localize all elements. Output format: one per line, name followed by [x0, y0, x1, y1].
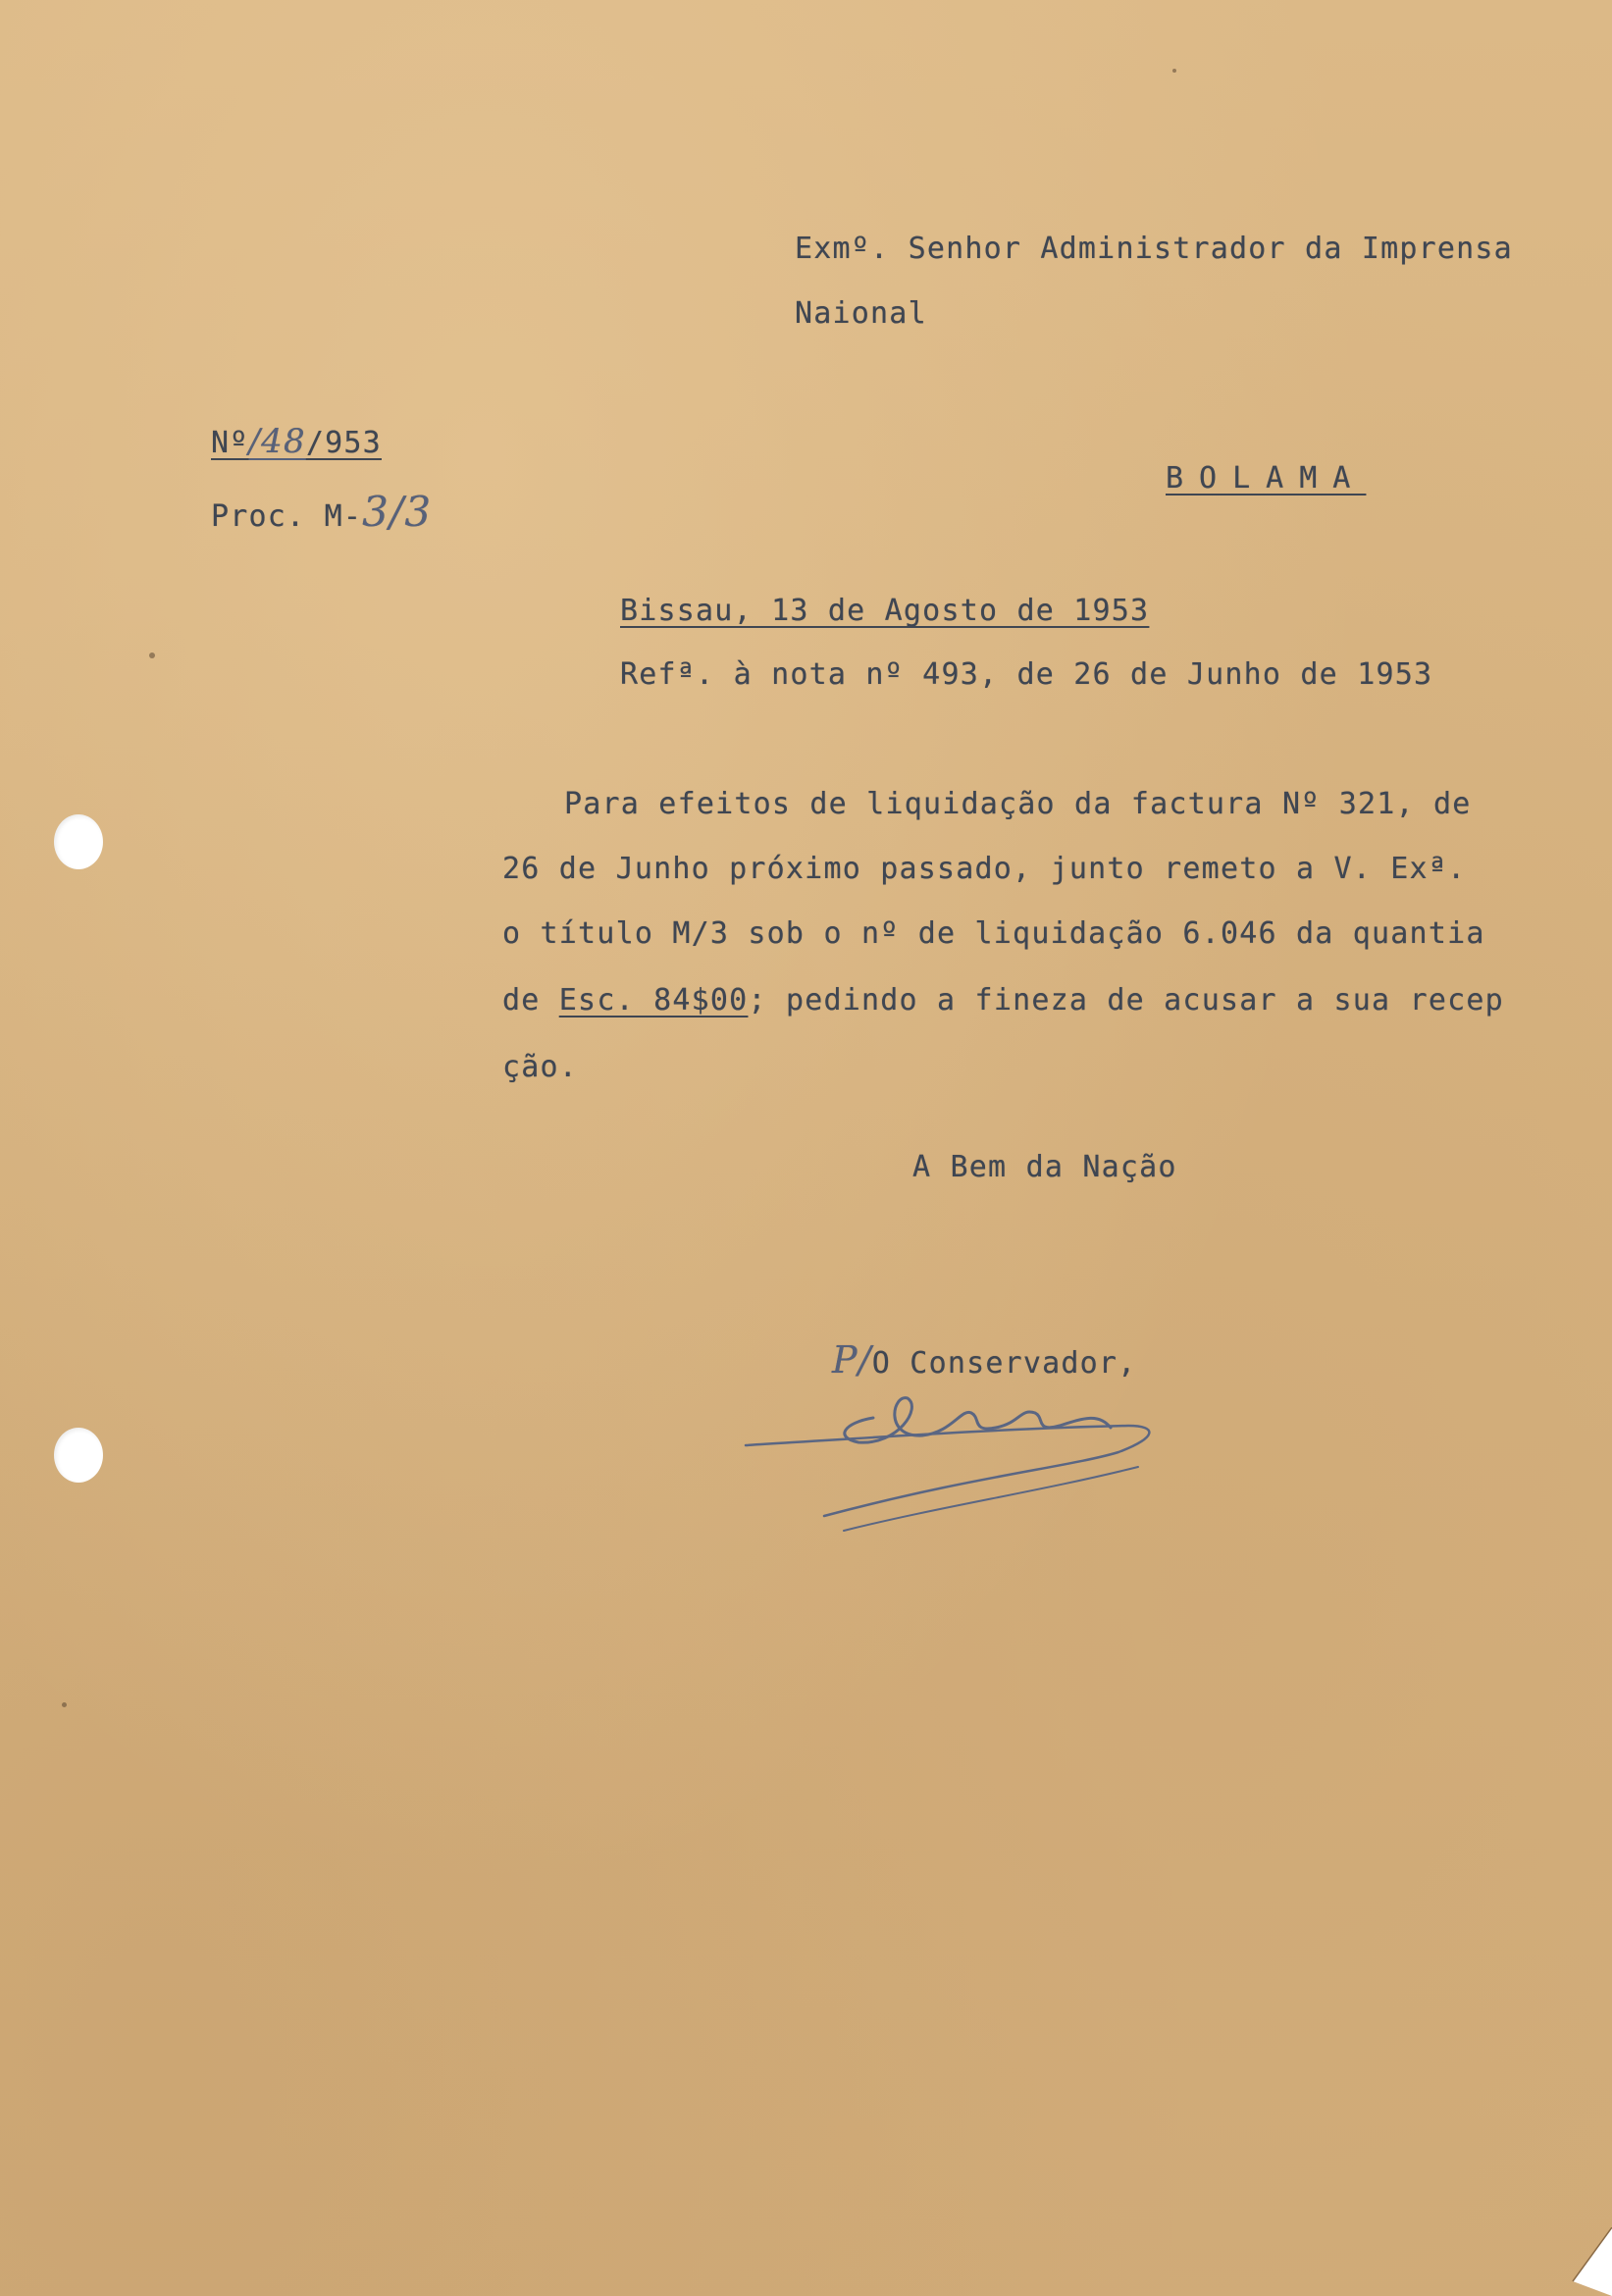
reference-number-year: /953	[305, 426, 382, 460]
amount: Esc. 84$00	[558, 983, 749, 1018]
reference-number-handwritten: /48	[248, 422, 306, 461]
paper-speck	[62, 1702, 67, 1707]
paper-speck	[1172, 69, 1176, 73]
addressee-line-1: Exmº. Senhor Administrador da Imprensa	[795, 232, 1513, 266]
body-line-5: ção.	[502, 1050, 579, 1084]
process-reference	[211, 488, 433, 537]
signatory-title-text: O Conservador,	[871, 1346, 1137, 1381]
body-line-3: o título M/3 sob o nº de liquidação 6.046 da quantia	[502, 916, 1485, 951]
torn-corner	[1563, 2227, 1612, 2296]
addressee-line-2: Naional	[795, 296, 927, 331]
signatory-prefix-handwritten: P/	[832, 1338, 872, 1382]
body-line-4-end: ; pedindo a fineza de acusar a sua recep	[748, 983, 1504, 1018]
body-line-2: 26 de Junho próximo passado, junto remeto a V. Exª.	[502, 852, 1467, 886]
punch-hole-lower	[54, 1428, 103, 1483]
reference-number	[211, 422, 382, 463]
body-line-1: Para efeitos de liquidação da factura Nº 321, de	[564, 787, 1472, 821]
body-line-4	[502, 981, 1504, 1020]
process-handwritten-value: 3/3	[362, 488, 433, 536]
punch-hole-upper	[54, 814, 103, 869]
reference-note: Refª. à nota nº 493, de 26 de Junho de 1953	[620, 657, 1433, 692]
place-date: Bissau, 13 de Agosto de 1953	[620, 594, 1150, 628]
paper-speck	[149, 652, 155, 658]
reference-number-prefix: Nº	[211, 426, 249, 460]
closing-salutation: A Bem da Nação	[912, 1150, 1177, 1184]
body-line-4-start: de	[502, 983, 559, 1018]
process-label: Proc. M-	[211, 499, 363, 534]
signature-flourish-upper	[746, 1426, 1149, 1516]
handwritten-signature	[726, 1320, 1236, 1565]
destination: BOLAMA	[1166, 461, 1367, 496]
